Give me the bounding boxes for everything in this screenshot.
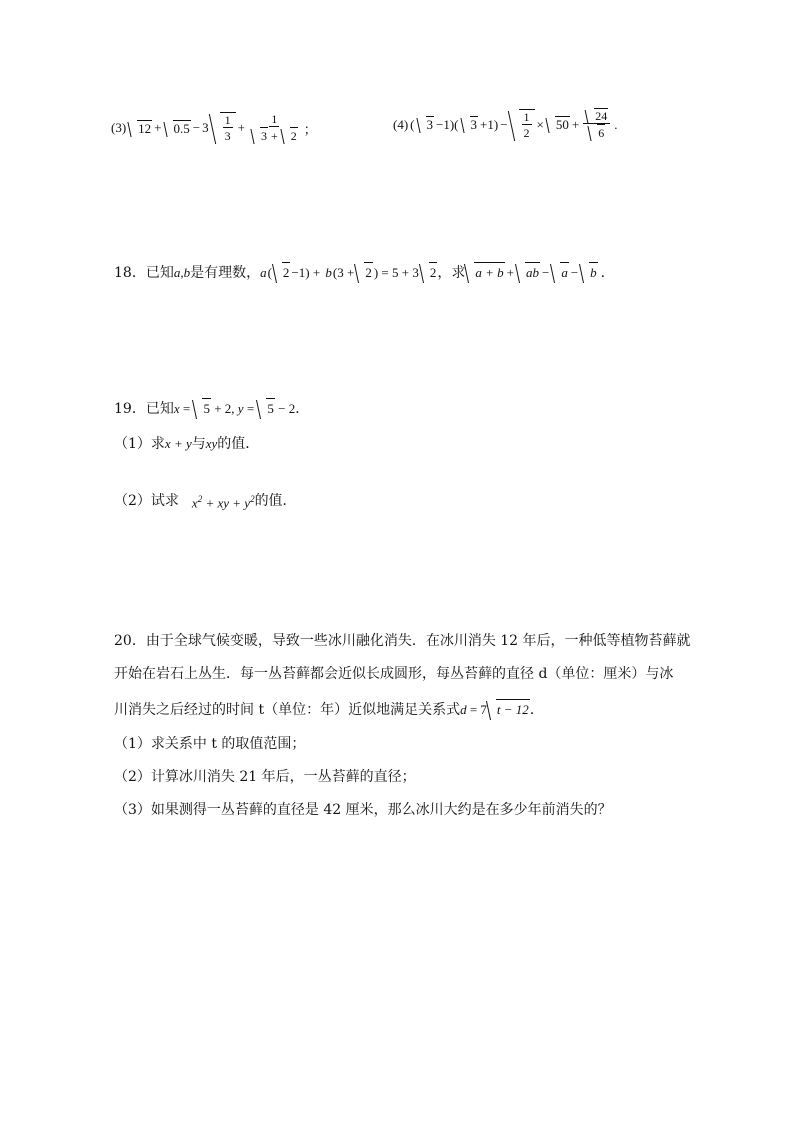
problem-17-part-4 (393, 108, 617, 141)
problem-19-stem (114, 398, 309, 419)
problem-17-part-3 (111, 112, 317, 144)
expression-product: xy (205, 436, 218, 451)
part-label: (4) (393, 116, 409, 132)
problem-18 (114, 262, 605, 283)
coefficient: 3 (202, 120, 209, 135)
term-text: +1) (480, 116, 499, 132)
given-values: x = 5 + 2, y = 5 − 2 (174, 398, 295, 419)
sqrt-0-5: 0.5 (165, 120, 191, 137)
statement-text: ，求 (437, 264, 466, 281)
punctuation: ； (303, 121, 317, 137)
sqrt-3: 3 (418, 116, 435, 133)
problem-20-sub-2: （2）计算冰川消失 21 年后，一丛苔藓的直径； (114, 769, 416, 785)
punctuation: ． (295, 400, 310, 417)
fraction-reciprocal: $\frac{1}{3 + 2}$ (249, 112, 300, 144)
statement-text: 是有理数， (190, 264, 261, 281)
fraction-sqrt24-over-sqrt6: $\frac{24}{6}$ (583, 108, 610, 141)
minus-sign: − (500, 116, 508, 132)
problem-number: 19．已知 (114, 400, 174, 417)
plus-sign: + (571, 116, 580, 132)
plus-sign: + (154, 120, 162, 135)
connector-text: 与 (191, 436, 206, 452)
problem-20-line-1: 20．由于全球气候变暖，导致一些冰川融化消失．在冰川消失 12 年后，一种低等植物苔藓就 (114, 633, 691, 649)
line-text: 川消失之后经过的时间 t（单位：年）近似地满足关系式 (114, 701, 461, 718)
punctuation: . (600, 264, 606, 281)
problem-number: 18．已知 (114, 264, 174, 281)
plus-sign: + (237, 120, 245, 135)
problem-20-sub-1: （1）求关系中 t 的取值范围； (114, 736, 306, 752)
problem-19-sub-1 (114, 434, 259, 454)
problem-20-line-2: 开始在岩石上丛生．每一丛苔藓都会近似长成圆形，每丛苔藓的直径 d（单位：厘米）与冰 (114, 666, 674, 682)
sub-label: （1）求 (114, 436, 165, 452)
problem-20-sub-3: （3）如果测得一丛苔藓的直径是 42 厘米，那么冰川大约是在多少年前消失的？ (114, 802, 612, 818)
problem-19-sub-2 (114, 469, 297, 533)
sqrt-3: 3 (462, 116, 479, 133)
expression-sum: x + y (164, 436, 192, 451)
sqrt-one-half: $\frac{1}{2}$ (511, 109, 535, 141)
sub-tail: 的值． (217, 436, 260, 452)
minus-sign: − (192, 120, 201, 135)
formula: d = 7 t − 12 (460, 699, 530, 720)
sqrt-one-third: $\frac{1}{3}$ (212, 112, 236, 144)
punctuation: . (614, 116, 618, 132)
target-expression: a + b + ab − a − b (465, 262, 597, 283)
term-text: −1)( (436, 116, 459, 132)
punctuation: ． (529, 701, 544, 718)
part-label: (3) (111, 120, 127, 135)
sub-label: （2）试求 (114, 493, 179, 510)
sqrt-12: 12 (129, 120, 152, 137)
expression-quadratic: $x^2$ + xy + $y^2$ (191, 494, 255, 511)
variables: a,b (173, 264, 191, 280)
sqrt-50: 50 (547, 116, 570, 133)
sub-tail: 的值． (254, 493, 297, 510)
times-sign: × (536, 116, 544, 132)
given-equation: a ( 2 −1) + b (3 + 2 ) = 5 + 3 2 (260, 262, 437, 283)
paren: ( (410, 116, 415, 132)
problem-20-line-3 (114, 699, 544, 720)
